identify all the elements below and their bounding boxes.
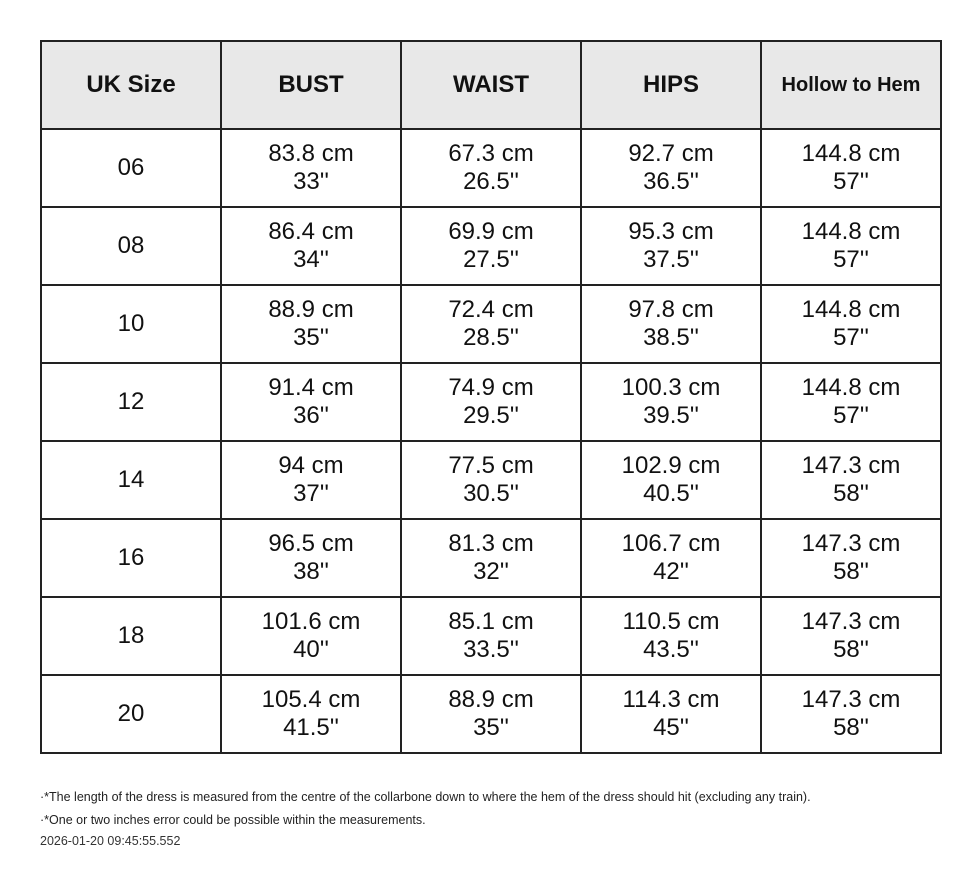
cm-value: 147.3 cm xyxy=(801,530,901,557)
cm-value: 83.8 cm xyxy=(268,140,354,167)
hips-cell xyxy=(581,207,761,285)
hollow-to-hem-cell xyxy=(761,675,941,753)
hollow-to-hem-cell xyxy=(761,207,941,285)
inch-value: 29.5'' xyxy=(463,402,519,429)
bust-cell xyxy=(221,675,401,753)
notes xyxy=(40,786,811,832)
inch-value: 58'' xyxy=(833,714,869,741)
hips-cell xyxy=(581,675,761,753)
inch-value: 58'' xyxy=(833,480,869,507)
cm-value: 144.8 cm xyxy=(801,140,901,167)
cm-value: 74.9 cm xyxy=(448,374,534,401)
hips-cell xyxy=(581,441,761,519)
note-measurement-error: ·*One or two inches error could be possible within the measurements. xyxy=(40,813,426,827)
cm-value: 102.9 cm xyxy=(621,452,721,479)
inch-value: 43.5'' xyxy=(643,636,699,663)
uk-size-cell: 14 xyxy=(41,441,221,519)
cm-value: 88.9 cm xyxy=(268,296,354,323)
hollow-to-hem-cell xyxy=(761,285,941,363)
inch-value: 33'' xyxy=(293,168,329,195)
inch-value: 39.5'' xyxy=(643,402,699,429)
cm-value: 100.3 cm xyxy=(621,374,721,401)
header-bust: BUST xyxy=(221,41,401,129)
hips-cell xyxy=(581,285,761,363)
uk-size-cell: 06 xyxy=(41,129,221,207)
inch-value: 57'' xyxy=(833,402,869,429)
table-body xyxy=(41,129,941,753)
inch-value: 58'' xyxy=(833,558,869,585)
cm-value: 147.3 cm xyxy=(801,452,901,479)
uk-size-cell: 16 xyxy=(41,519,221,597)
uk-size-cell: 12 xyxy=(41,363,221,441)
inch-value: 40.5'' xyxy=(643,480,699,507)
inch-value: 38.5'' xyxy=(643,324,699,351)
note-dress-length: ·*The length of the dress is measured from the centre of the collarbone down to where the hem of the dress should hit (excluding any train). xyxy=(40,790,811,804)
cm-value: 88.9 cm xyxy=(448,686,534,713)
hips-cell xyxy=(581,597,761,675)
inch-value: 28.5'' xyxy=(463,324,519,351)
timestamp: 2026-01-20 09:45:55.552 xyxy=(40,834,181,848)
inch-value: 38'' xyxy=(293,558,329,585)
cm-value: 77.5 cm xyxy=(448,452,534,479)
table-row xyxy=(41,675,941,753)
cm-value: 144.8 cm xyxy=(801,218,901,245)
inch-value: 36.5'' xyxy=(643,168,699,195)
table-row xyxy=(41,363,941,441)
uk-size-cell: 20 xyxy=(41,675,221,753)
bust-cell xyxy=(221,519,401,597)
cm-value: 67.3 cm xyxy=(448,140,534,167)
uk-size-cell: 18 xyxy=(41,597,221,675)
hollow-to-hem-cell xyxy=(761,519,941,597)
inch-value: 35'' xyxy=(293,324,329,351)
inch-value: 58'' xyxy=(833,636,869,663)
waist-cell xyxy=(401,363,581,441)
hips-cell xyxy=(581,129,761,207)
cm-value: 144.8 cm xyxy=(801,296,901,323)
size-chart-table xyxy=(40,40,942,754)
inch-value: 45'' xyxy=(653,714,689,741)
inch-value: 41.5'' xyxy=(283,714,339,741)
table-row xyxy=(41,597,941,675)
cm-value: 110.5 cm xyxy=(622,608,720,635)
cm-value: 86.4 cm xyxy=(268,218,354,245)
uk-size-cell: 08 xyxy=(41,207,221,285)
waist-cell xyxy=(401,129,581,207)
hollow-to-hem-cell xyxy=(761,363,941,441)
cm-value: 105.4 cm xyxy=(261,686,361,713)
waist-cell xyxy=(401,207,581,285)
header-hips: HIPS xyxy=(581,41,761,129)
waist-cell xyxy=(401,597,581,675)
uk-size-cell: 10 xyxy=(41,285,221,363)
inch-value: 34'' xyxy=(293,246,329,273)
bust-cell xyxy=(221,207,401,285)
cm-value: 69.9 cm xyxy=(448,218,534,245)
header-uk-size: UK Size xyxy=(41,41,221,129)
cm-value: 72.4 cm xyxy=(448,296,534,323)
cm-value: 91.4 cm xyxy=(268,374,354,401)
inch-value: 30.5'' xyxy=(463,480,519,507)
cm-value: 147.3 cm xyxy=(801,686,901,713)
bust-cell xyxy=(221,441,401,519)
inch-value: 33.5'' xyxy=(463,636,519,663)
inch-value: 36'' xyxy=(293,402,329,429)
table-row xyxy=(41,441,941,519)
bust-cell xyxy=(221,597,401,675)
bust-cell xyxy=(221,363,401,441)
cm-value: 144.8 cm xyxy=(801,374,901,401)
cm-value: 94 cm xyxy=(278,452,344,479)
hollow-to-hem-cell xyxy=(761,597,941,675)
inch-value: 26.5'' xyxy=(463,168,519,195)
cm-value: 114.3 cm xyxy=(622,686,720,713)
bust-cell xyxy=(221,285,401,363)
inch-value: 35'' xyxy=(473,714,509,741)
inch-value: 42'' xyxy=(653,558,689,585)
cm-value: 96.5 cm xyxy=(268,530,354,557)
cm-value: 85.1 cm xyxy=(448,608,534,635)
header-hollow-to-hem: Hollow to Hem xyxy=(761,41,941,129)
inch-value: 37.5'' xyxy=(643,246,699,273)
bust-cell xyxy=(221,129,401,207)
table-row xyxy=(41,519,941,597)
cm-value: 101.6 cm xyxy=(261,608,361,635)
cm-value: 97.8 cm xyxy=(628,296,714,323)
inch-value: 57'' xyxy=(833,324,869,351)
hollow-to-hem-cell xyxy=(761,441,941,519)
header-row xyxy=(41,41,941,129)
waist-cell xyxy=(401,519,581,597)
inch-value: 57'' xyxy=(833,246,869,273)
cm-value: 147.3 cm xyxy=(801,608,901,635)
inch-value: 27.5'' xyxy=(463,246,519,273)
waist-cell xyxy=(401,285,581,363)
inch-value: 40'' xyxy=(293,636,329,663)
cm-value: 81.3 cm xyxy=(448,530,534,557)
table-row xyxy=(41,207,941,285)
hollow-to-hem-cell xyxy=(761,129,941,207)
cm-value: 95.3 cm xyxy=(628,218,714,245)
hips-cell xyxy=(581,519,761,597)
waist-cell xyxy=(401,675,581,753)
table-row xyxy=(41,129,941,207)
inch-value: 37'' xyxy=(293,480,329,507)
waist-cell xyxy=(401,441,581,519)
inch-value: 57'' xyxy=(833,168,869,195)
cm-value: 106.7 cm xyxy=(621,530,721,557)
cm-value: 92.7 cm xyxy=(628,140,714,167)
header-waist: WAIST xyxy=(401,41,581,129)
hips-cell xyxy=(581,363,761,441)
table-row xyxy=(41,285,941,363)
inch-value: 32'' xyxy=(473,558,509,585)
